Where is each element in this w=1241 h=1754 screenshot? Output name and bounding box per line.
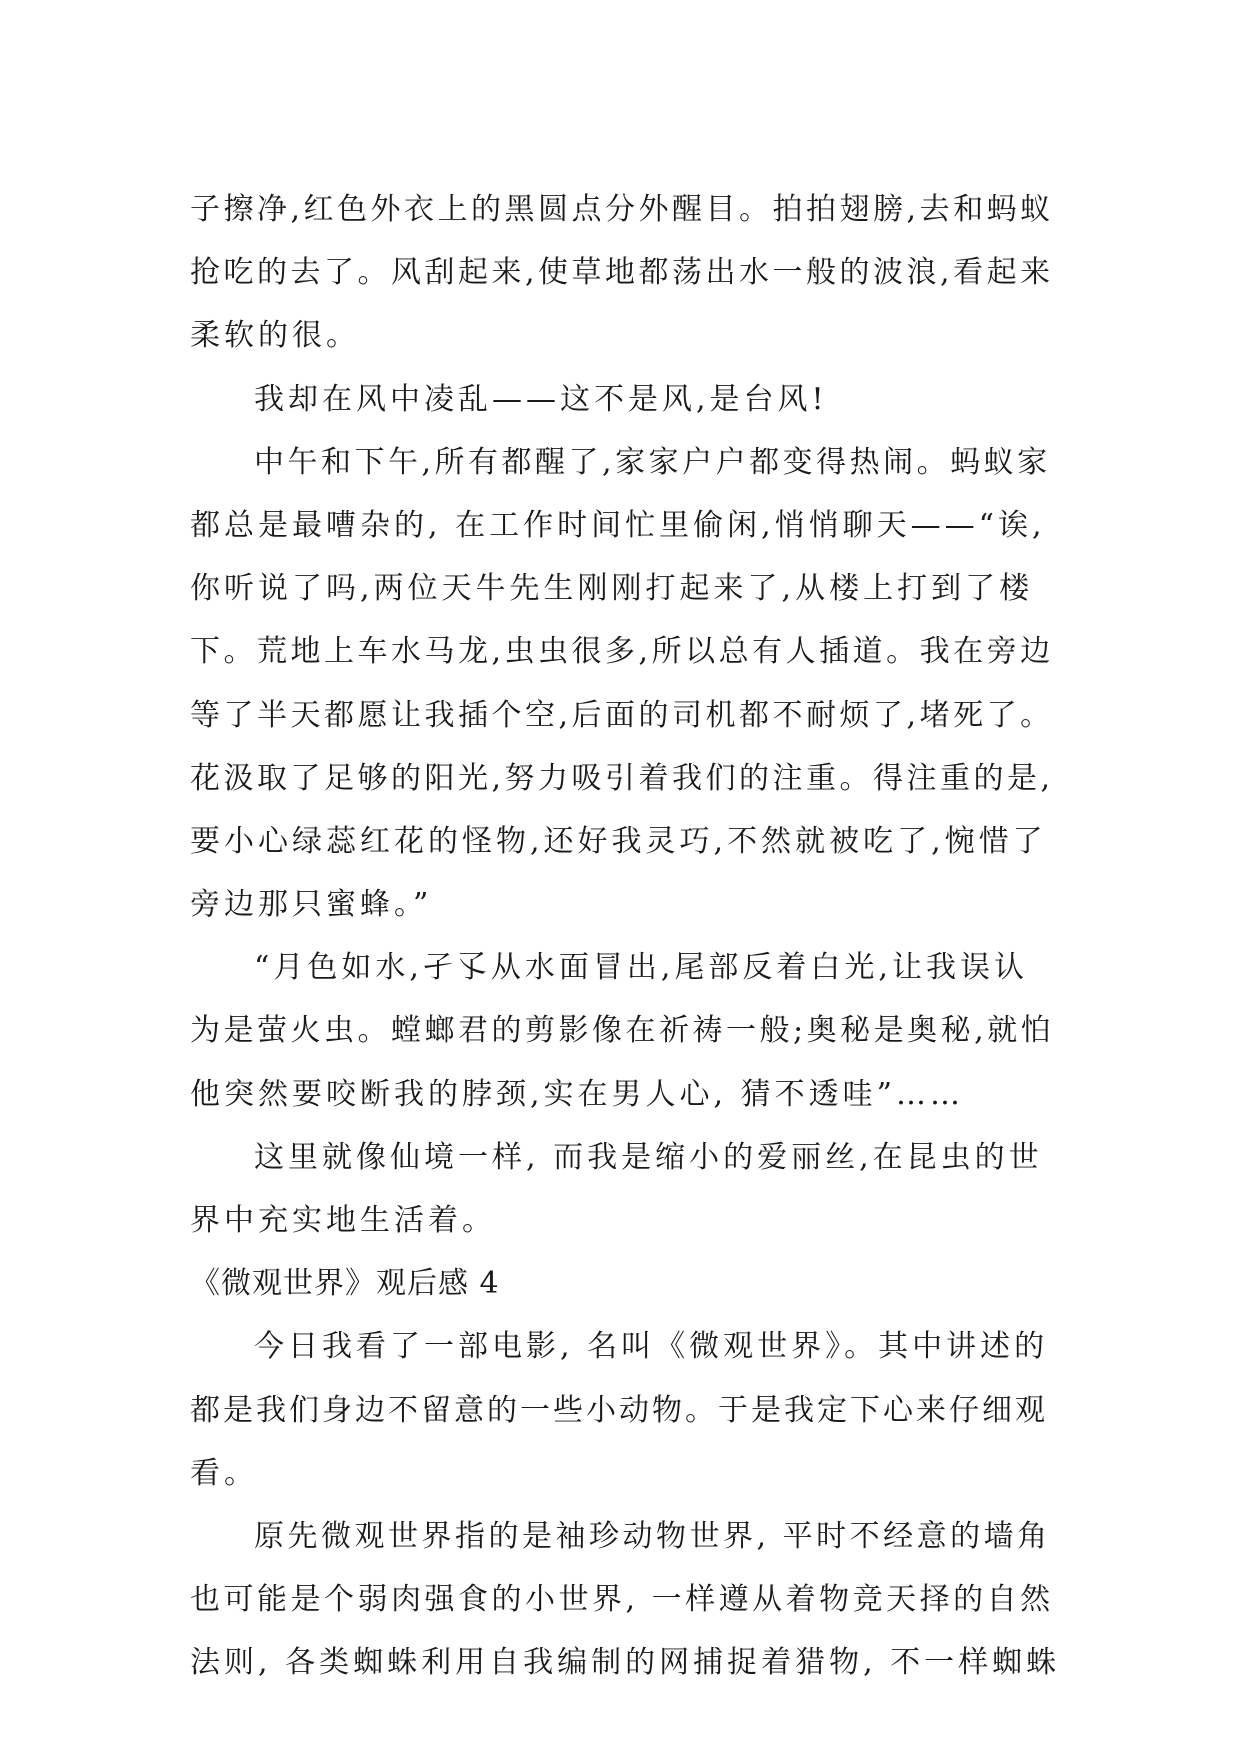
text-line: “月色如水,孑孓从水面冒出,尾部反着白光,让我误认 bbox=[254, 950, 1028, 986]
text-line: 柔软的很。 bbox=[190, 318, 360, 354]
text-line: 为是萤火虫。螳螂君的剪影像在祈祷一般;奥秘是奥秘,就怕 bbox=[190, 1013, 1055, 1049]
text-line: 下。荒地上车水马龙,虫虫很多,所以总有人插道。我在旁边 bbox=[190, 634, 1054, 670]
text-line: 抢吃的去了。风刮起来,使草地都荡出水一般的波浪,看起来 bbox=[190, 255, 1054, 291]
text-line: 他突然要咬断我的脖颈,实在男人心, 猜不透哇”…… bbox=[190, 1076, 964, 1112]
text-line: 都是我们身边不留意的一些小动物。于是我定下心来仔细观 bbox=[190, 1392, 1048, 1428]
text-line: 界中充实地生活着。 bbox=[190, 1203, 496, 1238]
section-heading: 《微观世界》观后感 4 bbox=[190, 1266, 500, 1302]
text-line: 要小心绿蕊红花的怪物,还好我灵巧,不然就被吃了,惋惜了 bbox=[190, 823, 1047, 859]
text-line: 等了半天都愿让我插个空,后面的司机都不耐烦了,堵死了。 bbox=[190, 697, 1054, 733]
text-line: 中午和下午,所有都醒了,家家户户都变得热闹。蚂蚁家 bbox=[254, 444, 1051, 480]
text-line: 花汲取了足够的阳光,努力吸引着我们的注重。得注重的是, bbox=[190, 760, 1054, 796]
text-line: 旁边那只蜜蜂。” bbox=[190, 887, 433, 923]
text-line: 法则, 各类蜘蛛利用自我编制的网捕捉着猎物, 不一样蜘蛛 bbox=[190, 1645, 1061, 1681]
text-line: 我却在风中凌乱——这不是风,是台风! bbox=[254, 381, 828, 417]
text-line: 也可能是个弱肉强食的小世界, 一样遵从着物竞天择的自然 bbox=[190, 1582, 1054, 1618]
text-line: 原先微观世界指的是袖珍动物世界, 平时不经意的墙角 bbox=[254, 1518, 1051, 1554]
text-line: 这里就像仙境一样, 而我是缩小的爱丽丝,在昆虫的世 bbox=[254, 1139, 1043, 1175]
text-line: 你听说了吗,两位天牛先生刚刚打起来了,从楼上打到了楼 bbox=[190, 571, 1034, 607]
document-body bbox=[190, 190, 1060, 1707]
text-line: 子擦净,红色外衣上的黑圆点分外醒目。拍拍翅膀,去和蚂蚁 bbox=[190, 192, 1054, 227]
text-line: 今日我看了一部电影, 名叫《微观世界》。其中讲述的 bbox=[254, 1329, 1049, 1365]
text-line: 都总是最嘈杂的, 在工作时间忙里偷闲,悄悄聊天——“诶, bbox=[190, 507, 1046, 543]
text-line: 看。 bbox=[190, 1455, 258, 1491]
